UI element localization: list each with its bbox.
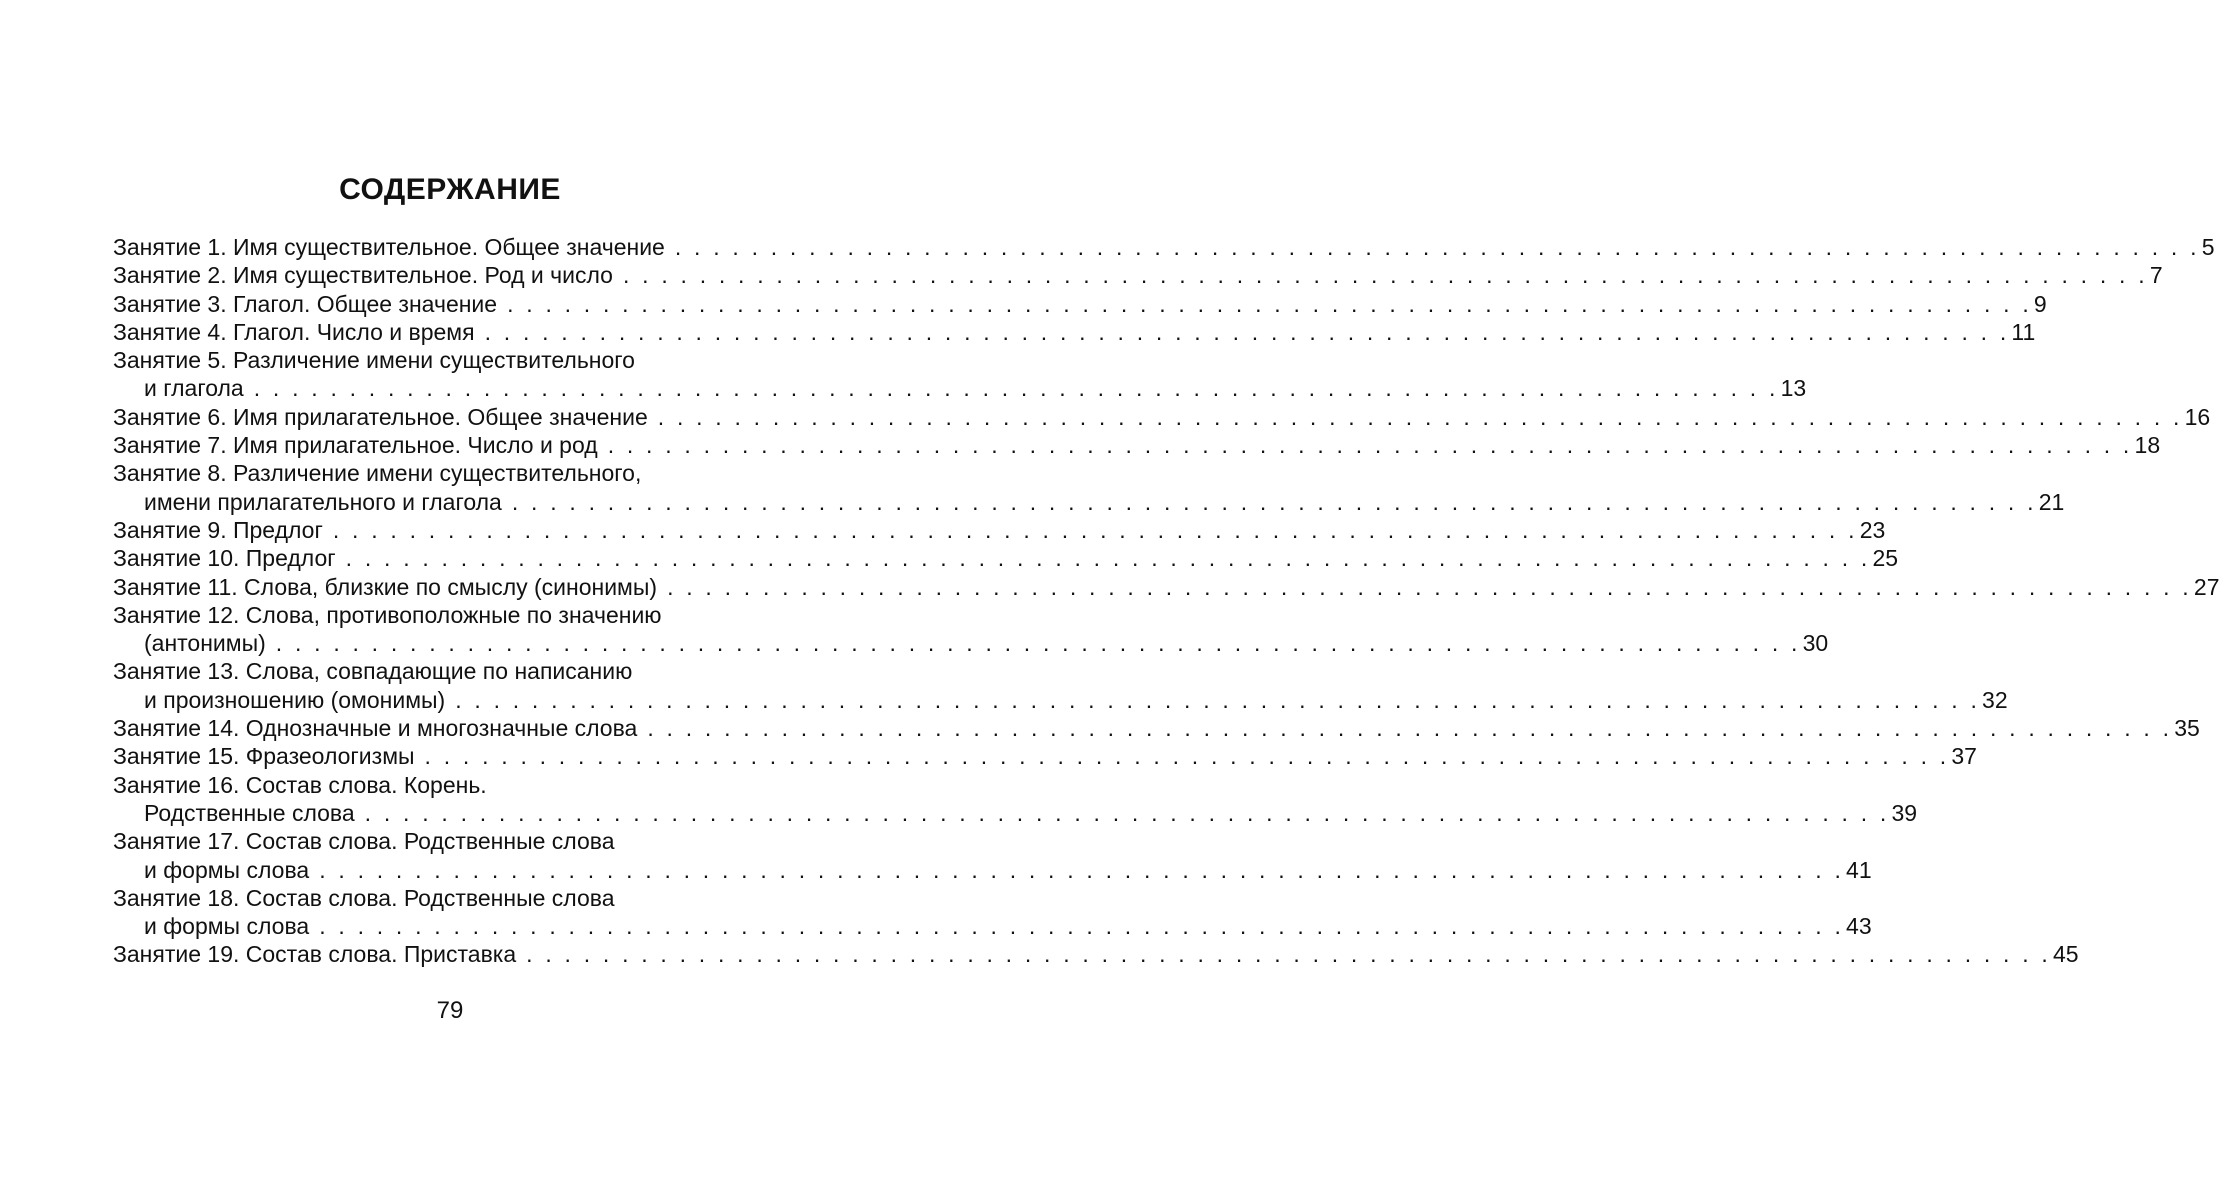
toc-entry-title: Занятие 14. Однозначные и многозначные слова (113, 715, 638, 742)
toc-leader-dots: . . . . . . . . . . . . . . . . . . . . . . . . . . . . . . . . . . . . . . . . . . . . . . . . . . . . . . . . . . . . . . . . . . . . . . . . . . . . . . . . (607, 432, 2133, 459)
toc-entry (113, 346, 788, 374)
toc-entry (113, 601, 788, 629)
toc-entry (113, 290, 2047, 318)
toc-page-number: 27 (2193, 573, 2220, 600)
toc-leader-dots: . . . . . . . . . . . . . . . . . . . . . . . . . . . . . . . . . . . . . . . . . . . . . . . . . . . . . . . . . . . . . . . . . . . . . . . . . . . . . . . . (332, 516, 1858, 543)
toc-entry-title: Занятие 1. Имя существительное. Общее значение (113, 234, 665, 260)
toc-page-number: 41 (1846, 856, 1872, 883)
toc-entry (113, 233, 2215, 261)
toc-page-number: 32 (1982, 686, 2008, 713)
toc-leader-dots: . . . . . . . . . . . . . . . . . . . . . . . . . . . . . . . . . . . . . . . . . . . . . . . . . . . . . . . . . . . . . . . . . . . . . . . . . . . . . . . . (364, 799, 1890, 826)
toc-entry-title: Занятие 3. Глагол. Общее значение (113, 290, 498, 317)
toc-entry (113, 742, 1977, 770)
toc-leader-dots: . . . . . . . . . . . . . . . . . . . . . . . . . . . . . . . . . . . . . . . . . . . . . . . . . . . . . . . . . . . . . . . . . . . . . . . . . . . . . . . . (657, 403, 2183, 430)
toc-entry-continuation (113, 799, 1918, 827)
toc-page-number: 13 (1780, 375, 1807, 402)
toc-entry (113, 516, 1886, 544)
toc-leader-dots: . . . . . . . . . . . . . . . . . . . . . . . . . . . . . . . . . . . . . . . . . . . . . . . . . . . . . . . . . . . . . . . . . . . . . . . . . . . . . . . . (455, 686, 1981, 713)
toc-entry (113, 771, 788, 799)
toc-page-number: 21 (2038, 488, 2065, 515)
toc-page-number: 16 (2184, 403, 2211, 430)
toc-page-number: 25 (1872, 545, 1899, 572)
toc-leader-dots: . . . . . . . . . . . . . . . . . . . . . . . . . . . . . . . . . . . . . . . . . . . . . . . . . . . . . . . . . . . . . . . . . . . . . . . . . . . . . . . . (511, 488, 2037, 515)
toc-entry-title: Занятие 8. Различение имени существительного, (113, 460, 642, 487)
toc-entry (113, 884, 788, 912)
toc-entry-title: и глагола (144, 375, 244, 402)
toc-leader-dots: . . . . . . . . . . . . . . . . . . . . . . . . . . . . . . . . . . . . . . . . . . . . . . . . . . . . . . . . . . . . . . . . . . . . . . . . . . . . . . . . (275, 630, 1801, 657)
toc-entry-continuation (113, 856, 1872, 884)
toc-page-number: 37 (1951, 743, 1977, 770)
toc-leader-dots: . . . . . . . . . . . . . . . . . . . . . . . . . . . . . . . . . . . . . . . . . . . . . . . . . . . . . . . . . . . . . . . . . . . . . . . . . . . . . . . . (526, 941, 2052, 968)
toc-entry (113, 403, 2211, 431)
toc-entry-title: Занятие 9. Предлог (113, 516, 323, 543)
toc-entry-title: Занятие 5. Различение имени существительного (113, 347, 635, 374)
toc-entry (113, 431, 2161, 459)
toc-leader-dots: . . . . . . . . . . . . . . . . . . . . . . . . . . . . . . . . . . . . . . . . . . . . . . . . . . . . . . . . . . . . . . . . . . . . . . . . . . . . . . . . (647, 715, 2173, 742)
toc-entry-title: Занятие 11. Слова, близкие по смыслу (синонимы) (113, 573, 658, 600)
toc-leader-dots: . . . . . . . . . . . . . . . . . . . . . . . . . . . . . . . . . . . . . . . . . . . . . . . . . . . . . . . . . . . . . . . . . . . . . . . . . . . . . . . . (507, 290, 2032, 317)
toc-page-number: 18 (2134, 432, 2161, 459)
toc-entry (113, 714, 2200, 742)
toc-entry-continuation (113, 629, 1829, 657)
toc-page-number: 45 (2053, 941, 2079, 968)
toc-page-number: 9 (2033, 290, 2047, 317)
toc-entry-title: Занятие 10. Предлог (113, 545, 336, 572)
toc-entry (113, 261, 2163, 289)
toc-page-number: 7 (2149, 262, 2163, 289)
toc-entry-title: и формы слова (144, 913, 310, 940)
toc-entry-title: Занятие 18. Состав слова. Родственные слова (113, 884, 615, 911)
toc-entry-title: Занятие 4. Глагол. Число и время (113, 318, 475, 345)
toc-entry-title: и произношению (омонимы) (144, 686, 446, 713)
toc-entry-title: Занятие 15. Фразеологизмы (113, 743, 415, 770)
toc-page-number: 5 (2201, 234, 2215, 260)
toc-page-number: 39 (1891, 799, 1918, 826)
toc-leader-dots: . . . . . . . . . . . . . . . . . . . . . . . . . . . . . . . . . . . . . . . . . . . . . . . . . . . . . . . . . . . . . . . . . . . . . . . . . . . . . . . . (319, 856, 1845, 883)
toc-entry-title: Занятие 7. Имя прилагательное. Число и род (113, 432, 598, 459)
toc-entry-continuation (113, 488, 2065, 516)
toc-entry-title: Занятие 12. Слова, противоположные по значению (113, 601, 662, 628)
toc-entry (113, 459, 788, 487)
toc-page-number: 43 (1846, 913, 1872, 940)
toc-entry-continuation (113, 374, 1807, 402)
toc-page-number: 35 (2174, 715, 2200, 742)
toc-page-number: 23 (1859, 516, 1886, 543)
toc-page-number: 11 (2011, 318, 2036, 345)
toc-leader-dots: . . . . . . . . . . . . . . . . . . . . . . . . . . . . . . . . . . . . . . . . . . . . . . . . . . . . . . . . . . . . . . . . . . . . . . . . . . . . . . . . (667, 573, 2192, 600)
toc-leader-dots: . . . . . . . . . . . . . . . . . . . . . . . . . . . . . . . . . . . . . . . . . . . . . . . . . . . . . . . . . . . . . . . . . . . . . . . . . . . . . . . . (424, 743, 1950, 770)
toc-entry (113, 573, 2220, 601)
toc-entry-title: Занятие 6. Имя прилагательное. Общее значение (113, 403, 648, 430)
toc-entry (113, 940, 2079, 968)
toc-entry (113, 827, 788, 855)
toc-entry (113, 318, 2036, 346)
toc-entry-title: имени прилагательного и глагола (144, 488, 502, 515)
toc-leader-dots: . . . . . . . . . . . . . . . . . . . . . . . . . . . . . . . . . . . . . . . . . . . . . . . . . . . . . . . . . . . . . . . . . . . . . . . . . . . . . . . . (319, 913, 1845, 940)
toc-page-number: 30 (1802, 630, 1829, 657)
table-of-contents (113, 233, 2220, 969)
toc-entry (113, 657, 788, 685)
page-title: СОДЕРЖАНИЕ (339, 173, 561, 206)
toc-entry-continuation (113, 912, 1872, 940)
toc-entry-title: Занятие 2. Имя существительное. Род и число (113, 262, 613, 289)
toc-entry-title: Занятие 16. Состав слова. Корень. (113, 771, 487, 798)
toc-entry-title: Занятие 13. Слова, совпадающие по написанию (113, 658, 633, 685)
toc-entry-title: Занятие 17. Состав слова. Родственные слова (113, 828, 615, 855)
toc-entry-title: Занятие 19. Состав слова. Приставка (113, 941, 517, 968)
toc-entry-continuation (113, 686, 2008, 714)
toc-leader-dots: . . . . . . . . . . . . . . . . . . . . . . . . . . . . . . . . . . . . . . . . . . . . . . . . . . . . . . . . . . . . . . . . . . . . . . . . . . . . . . . . (345, 545, 1871, 572)
page-number: 79 (436, 997, 464, 1024)
toc-entry-title: и формы слова (144, 856, 310, 883)
toc-leader-dots: . . . . . . . . . . . . . . . . . . . . . . . . . . . . . . . . . . . . . . . . . . . . . . . . . . . . . . . . . . . . . . . . . . . . . . . . . . . . . . . . (622, 262, 2148, 289)
toc-entry-title: (антонимы) (144, 630, 266, 657)
toc-entry (113, 544, 1899, 572)
toc-leader-dots: . . . . . . . . . . . . . . . . . . . . . . . . . . . . . . . . . . . . . . . . . . . . . . . . . . . . . . . . . . . . . . . . . . . . . . . . . . . . . . . . (484, 318, 2010, 345)
toc-leader-dots: . . . . . . . . . . . . . . . . . . . . . . . . . . . . . . . . . . . . . . . . . . . . . . . . . . . . . . . . . . . . . . . . . . . . . . . . . . . . . . . . (674, 234, 2200, 260)
toc-leader-dots: . . . . . . . . . . . . . . . . . . . . . . . . . . . . . . . . . . . . . . . . . . . . . . . . . . . . . . . . . . . . . . . . . . . . . . . . . . . . . . . . (253, 375, 1779, 402)
toc-entry-title: Родственные слова (144, 799, 355, 826)
